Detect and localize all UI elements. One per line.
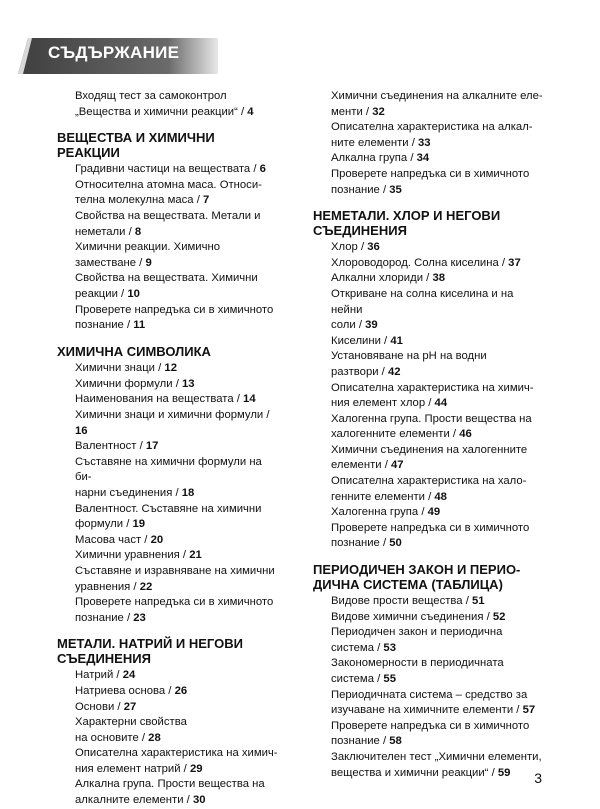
toc-entry	[313, 719, 543, 750]
page-ref: 44	[434, 397, 448, 410]
toc-entry-text: система /	[331, 673, 384, 685]
intro-line: Входящ тест за самоконтрол	[75, 90, 227, 102]
page-ref: 42	[387, 365, 401, 378]
page-ref: 8	[134, 225, 142, 238]
toc-entry-line	[331, 703, 543, 719]
section-title-line: ДИЧНА СИСТЕМА (ТАБЛИЦА)	[313, 576, 503, 592]
section-title-line: СЪЕДИНЕНИЯ	[313, 222, 407, 238]
toc-entry-text: неметали /	[75, 225, 135, 238]
toc-entry-line	[331, 625, 543, 641]
toc-entry-line	[331, 474, 543, 490]
toc-entry-line	[75, 611, 279, 627]
toc-entry	[57, 271, 279, 302]
toc-entry-text: Проверете напредъка си в химичното	[331, 167, 530, 180]
toc-entry-text: Масова част /	[75, 533, 151, 546]
toc-entry-text: Алкална група /	[331, 152, 417, 165]
toc-entry	[57, 377, 279, 393]
toc-entry-text: Алкални хлориди /	[331, 272, 433, 285]
toc-entry-line	[331, 688, 543, 704]
toc-entry-text: ните елементи /	[331, 136, 418, 149]
page-ref: 7	[203, 194, 210, 207]
toc-entry-line	[75, 178, 279, 194]
section-title-line: ХИМИЧНА СИМВОЛИКА	[57, 343, 211, 359]
toc-entry-text: Киселини /	[331, 334, 391, 347]
toc-entry-text: соли /	[331, 319, 366, 332]
toc-entry-line	[331, 521, 543, 537]
page-number: 3	[534, 770, 542, 786]
toc-entry	[57, 502, 279, 533]
toc-entry	[313, 688, 543, 719]
toc-entry-text: познание /	[331, 735, 390, 748]
page-ref: 17	[145, 440, 159, 453]
toc-entry-text: Халогенна група. Прости вещества на	[331, 412, 532, 425]
page-ref: 23	[133, 611, 146, 624]
page-ref: 10	[127, 287, 140, 300]
toc-entry	[313, 750, 543, 781]
page-ref: 11	[133, 319, 146, 332]
toc-section	[57, 637, 279, 808]
toc-entry	[57, 361, 279, 377]
toc-entry-line	[331, 271, 543, 287]
toc-entry-line	[75, 486, 279, 502]
section-title	[313, 563, 543, 592]
page-ref: 50	[389, 537, 402, 550]
toc-entry-line	[75, 731, 279, 747]
toc-entry-text: Химични знаци и химични формули /	[75, 409, 270, 421]
toc-entry-text: Натриева основа /	[75, 684, 175, 697]
page-ref: 48	[434, 490, 447, 503]
page-ref: 33	[418, 136, 431, 149]
toc-entry	[57, 564, 279, 595]
toc-entry	[313, 443, 543, 474]
toc-entry-line	[75, 408, 279, 439]
page-ref: 16	[75, 424, 88, 437]
toc-entry-line	[75, 762, 279, 778]
toc-entry-line	[331, 594, 543, 610]
contents-banner	[18, 34, 198, 74]
toc-entry	[313, 167, 543, 198]
toc-entry-text: телна молекулна маса /	[75, 194, 203, 207]
toc-entry-line	[75, 533, 279, 549]
toc-entry	[57, 684, 279, 700]
section-title-line: ПЕРИОДИЧЕН ЗАКОН И ПЕРИО-	[313, 562, 521, 578]
toc-entry-text: Периодичната система – средство за	[331, 688, 528, 701]
toc-entry	[313, 521, 543, 552]
page-ref: 6	[259, 163, 266, 176]
page-ref: 14	[243, 393, 256, 406]
toc-entry-line	[75, 502, 279, 518]
toc-entry-text: Основи /	[75, 700, 124, 713]
toc-entry	[313, 89, 543, 120]
intro-line: „Вещества и химични реакции“ /	[75, 105, 248, 118]
toc-entry	[57, 548, 279, 564]
toc-entry	[57, 668, 279, 684]
right-column	[313, 89, 543, 781]
toc-entry-line	[75, 777, 279, 793]
toc-entry-line	[75, 318, 279, 334]
left-column	[57, 89, 279, 809]
toc-entry-text: разтвори /	[331, 365, 388, 378]
page-ref: 59	[497, 766, 511, 779]
toc-entry-text: на основите /	[75, 731, 149, 744]
section-title-line: МЕТАЛИ. НАТРИЙ И НЕГОВИ	[57, 636, 243, 652]
toc-entry-line	[331, 750, 543, 766]
toc-entry-text: Установяване на pH на водни	[331, 350, 487, 363]
toc-entry-text: Описателна характеристика на химич-	[331, 381, 534, 394]
toc-entry	[313, 287, 543, 334]
toc-entry-line	[75, 271, 279, 287]
toc-entry-line	[331, 719, 543, 735]
section-title	[57, 131, 279, 160]
toc-entry	[57, 715, 279, 746]
toc-section	[313, 209, 543, 552]
toc-entry-text: Химични знаци /	[75, 362, 165, 375]
toc-entry-text: Проверете напредъка си в химичното	[331, 719, 530, 732]
toc-entry	[313, 151, 543, 167]
toc-entry-line	[331, 490, 543, 506]
toc-entry-line	[75, 564, 279, 580]
toc-entry-text: Откриване на солна киселина и на нейни	[331, 287, 514, 316]
page-ref: 53	[383, 641, 396, 654]
section-title	[57, 637, 279, 666]
page-ref: 35	[389, 183, 402, 196]
page-ref: 32	[372, 105, 385, 118]
toc-entry-text: Описателна характеристика на химич-	[75, 747, 278, 760]
toc-entry-text: Заключителен тест „Химични елементи,	[331, 750, 542, 763]
page-ref: 37	[508, 256, 521, 269]
toc-entry	[57, 700, 279, 716]
page-ref: 21	[189, 549, 202, 562]
toc-entry-line	[331, 734, 543, 750]
page-ref: 52	[492, 610, 506, 623]
section-title-line: РЕАКЦИИ	[57, 144, 120, 160]
toc-entry	[57, 595, 279, 626]
page-ref: 4	[247, 105, 254, 118]
toc-entry-line	[331, 381, 543, 397]
toc-entry	[313, 334, 543, 350]
toc-entry-text: Проверете напредъка си в химичното	[75, 303, 274, 316]
page-ref: 38	[432, 272, 446, 285]
toc-entry-line	[331, 120, 543, 136]
toc-entry	[313, 412, 543, 443]
section-title-line: ВЕЩЕСТВА И ХИМИЧНИ	[57, 130, 215, 146]
toc-entry-text: познание /	[331, 183, 390, 196]
toc-entry-line	[331, 412, 543, 428]
toc-entry-text: Химични уравнения /	[75, 549, 190, 562]
toc-entry-text: Халогенна група /	[331, 506, 428, 519]
toc-entry-text: Градивни частици на веществата /	[75, 163, 260, 176]
toc-entry-line	[331, 167, 543, 183]
page-ref: 51	[471, 595, 485, 608]
page-ref: 27	[123, 700, 137, 713]
toc-entry	[313, 656, 543, 687]
page-ref: 22	[139, 580, 153, 593]
page-ref: 47	[390, 459, 404, 472]
toc-section	[313, 563, 543, 781]
toc-entry	[313, 505, 543, 521]
section-title-line: СЪЕДИНЕНИЯ	[57, 650, 151, 666]
toc-entry-line	[331, 287, 543, 318]
toc-entry	[313, 256, 543, 272]
contents-title: СЪДЪРЖАНИЕ	[48, 43, 180, 62]
toc-entry	[313, 625, 543, 656]
toc-entry-line	[331, 89, 543, 105]
toc-entry-text: Относителна атомна маса. Относи-	[75, 178, 262, 191]
toc-entry-text: познание /	[331, 537, 390, 550]
toc-entry-text: Алкална група. Прости вещества на	[75, 778, 265, 791]
section-title	[313, 209, 543, 238]
page-ref: 13	[181, 377, 195, 390]
toc-entry-line	[331, 458, 543, 474]
page-ref: 39	[365, 319, 378, 332]
toc-entry-line	[75, 580, 279, 596]
toc-entry-line	[331, 136, 543, 152]
toc-entry-line	[75, 793, 279, 809]
toc-entry	[313, 349, 543, 380]
toc-entry-text: Валентност. Съставяне на химични	[75, 502, 262, 515]
toc-entry-line	[75, 715, 279, 731]
page-ref: 30	[192, 794, 206, 807]
toc-entry-text: заместване /	[75, 256, 146, 269]
toc-entry-line	[331, 318, 543, 334]
page-ref: 28	[148, 731, 161, 744]
toc-entry	[57, 392, 279, 408]
toc-entry-line	[75, 517, 279, 533]
toc-entry-text: реакции /	[75, 287, 128, 300]
toc-entry-text: изучаване на химичните елементи /	[331, 704, 523, 717]
toc-entry-text: Химични реакции. Химично	[75, 241, 220, 254]
toc-entry-line	[75, 256, 279, 272]
toc-entry-line	[331, 610, 543, 626]
toc-entry-text: Съставяне и изравняване на химични	[75, 564, 275, 577]
toc-entry	[313, 120, 543, 151]
page-ref: 20	[150, 533, 164, 546]
toc-entry-line	[331, 672, 543, 688]
toc-entry-line	[331, 641, 543, 657]
toc-entry-text: Натрий /	[75, 669, 123, 682]
toc-entry-text: Описателна характеристика на алкал-	[331, 121, 533, 134]
toc-entry-text: Закономерности в периодичната	[331, 657, 504, 670]
page-ref: 36	[367, 241, 380, 254]
page-ref: 34	[416, 152, 430, 165]
toc-entry-line	[75, 377, 279, 393]
toc-entry	[313, 271, 543, 287]
toc-entry-line	[75, 225, 279, 241]
toc-entry-text: менти /	[331, 105, 373, 118]
toc-entry-line	[75, 162, 279, 178]
toc-entry-text: познание /	[75, 611, 134, 624]
toc-entry-line	[331, 505, 543, 521]
page-ref: 55	[383, 673, 396, 685]
toc-entry-text: Описателна характеристика на хало-	[331, 475, 527, 488]
toc-entry-line	[75, 193, 279, 209]
toc-entry-text: алкалните елементи /	[75, 794, 193, 807]
toc-entry	[57, 240, 279, 271]
toc-entry-line	[331, 334, 543, 350]
page-ref: 41	[390, 334, 403, 347]
toc-entry-text: Химични съединения на алкалните еле-	[331, 90, 543, 102]
toc-entry	[57, 777, 279, 808]
toc-entry	[57, 408, 279, 439]
toc-entry	[57, 162, 279, 178]
toc-entry-line	[331, 151, 543, 167]
toc-entry	[57, 303, 279, 334]
toc-entry-line	[331, 396, 543, 412]
toc-entry-line	[75, 361, 279, 377]
toc-entry	[57, 746, 279, 777]
toc-entry	[57, 178, 279, 209]
page-ref: 24	[122, 669, 136, 682]
toc-entry-text: ния елемент хлор /	[331, 397, 435, 410]
toc-entry-text: Характерни свойства	[75, 716, 187, 729]
toc-entry-line	[331, 240, 543, 256]
section-title-line: НЕМЕТАЛИ. ХЛОР И НЕГОВИ	[313, 208, 501, 224]
toc-entry-text: система /	[331, 641, 384, 654]
toc-entry-line	[331, 349, 543, 365]
page-ref: 49	[427, 506, 441, 519]
toc-entry-line	[331, 536, 543, 552]
toc-entry-line	[75, 240, 279, 256]
toc-entry	[57, 533, 279, 549]
toc-entry-line	[75, 303, 279, 319]
toc-entry-line	[75, 209, 279, 225]
toc-entry-text: Съставяне на химични формули на би-	[75, 455, 262, 484]
page-ref: 26	[174, 684, 188, 697]
toc-entry	[313, 474, 543, 505]
page-ref: 19	[132, 518, 146, 531]
page-ref: 18	[181, 486, 195, 499]
toc-entry-text: познание /	[75, 319, 134, 332]
page-ref: 58	[389, 735, 402, 748]
toc-entry-text: елементи /	[331, 459, 391, 472]
toc-entry	[313, 381, 543, 412]
page-ref: 9	[145, 256, 152, 269]
toc-entry-text: Хлороводород. Солна киселина /	[331, 256, 509, 269]
toc-entry-text: ния елемент натрий /	[75, 762, 190, 775]
toc-entry-line	[75, 392, 279, 408]
toc-entry-text: Видове химични съединения /	[331, 610, 493, 623]
toc-entry-text: халогенните елементи /	[331, 428, 460, 441]
toc-entry-line	[331, 443, 543, 459]
toc-entry-text: Химични формули /	[75, 377, 182, 390]
page-ref: 57	[522, 704, 536, 717]
toc-entry-text: Свойства на веществата. Химични	[75, 272, 258, 285]
toc-entry-text: нарни съединения /	[75, 486, 182, 499]
toc-entry	[313, 240, 543, 256]
toc-entry-text: уравнения /	[75, 580, 140, 593]
toc-entry	[57, 439, 279, 455]
toc-entry-line	[331, 183, 543, 199]
toc-entry-line	[331, 427, 543, 443]
toc-entry-line	[75, 548, 279, 564]
toc-entry-line	[75, 684, 279, 700]
toc-entry-text: Химични съединения на халогенните	[331, 443, 528, 456]
toc-entry-text: формули /	[75, 518, 133, 531]
toc-entry-text: Проверете напредъка си в химичното	[331, 521, 530, 534]
toc-entry-line	[75, 700, 279, 716]
toc-entry-line	[331, 766, 543, 782]
toc-entry	[57, 455, 279, 502]
toc-entry	[313, 594, 543, 610]
toc-entry	[313, 610, 543, 626]
toc-entry-text: Хлор /	[331, 241, 368, 254]
toc-entry-line	[331, 365, 543, 381]
toc-section	[57, 131, 279, 334]
toc-entry-line	[331, 105, 543, 121]
toc-entry-text: Свойства на веществата. Метали и	[75, 209, 261, 222]
toc-entry-line	[75, 595, 279, 611]
toc-entry-line	[331, 256, 543, 272]
toc-section	[57, 345, 279, 627]
toc-entry-text: Наименования на веществата /	[75, 393, 244, 406]
toc-entry-text: вещества и химични реакции“ /	[331, 766, 498, 779]
toc-entry-text: Периодичен закон и периодична	[331, 626, 503, 639]
toc-entry-text: Валентност /	[75, 440, 146, 453]
toc-entry-line	[75, 668, 279, 684]
toc-entry-line	[75, 287, 279, 303]
toc-entry-line	[75, 439, 279, 455]
toc-entry	[57, 209, 279, 240]
section-title	[57, 345, 279, 360]
page-ref: 46	[459, 428, 472, 441]
page-ref: 12	[164, 362, 177, 375]
page-ref: 29	[189, 762, 203, 775]
toc-entry-text: Видове прости вещества /	[331, 595, 472, 608]
intro-entry	[57, 89, 279, 120]
toc-entry-line	[75, 746, 279, 762]
toc-entry-line	[331, 656, 543, 672]
toc-entry-line	[75, 455, 279, 486]
toc-entry-text: Проверете напредъка си в химичното	[75, 596, 274, 609]
toc-entry-text: генните елементи /	[331, 490, 435, 503]
